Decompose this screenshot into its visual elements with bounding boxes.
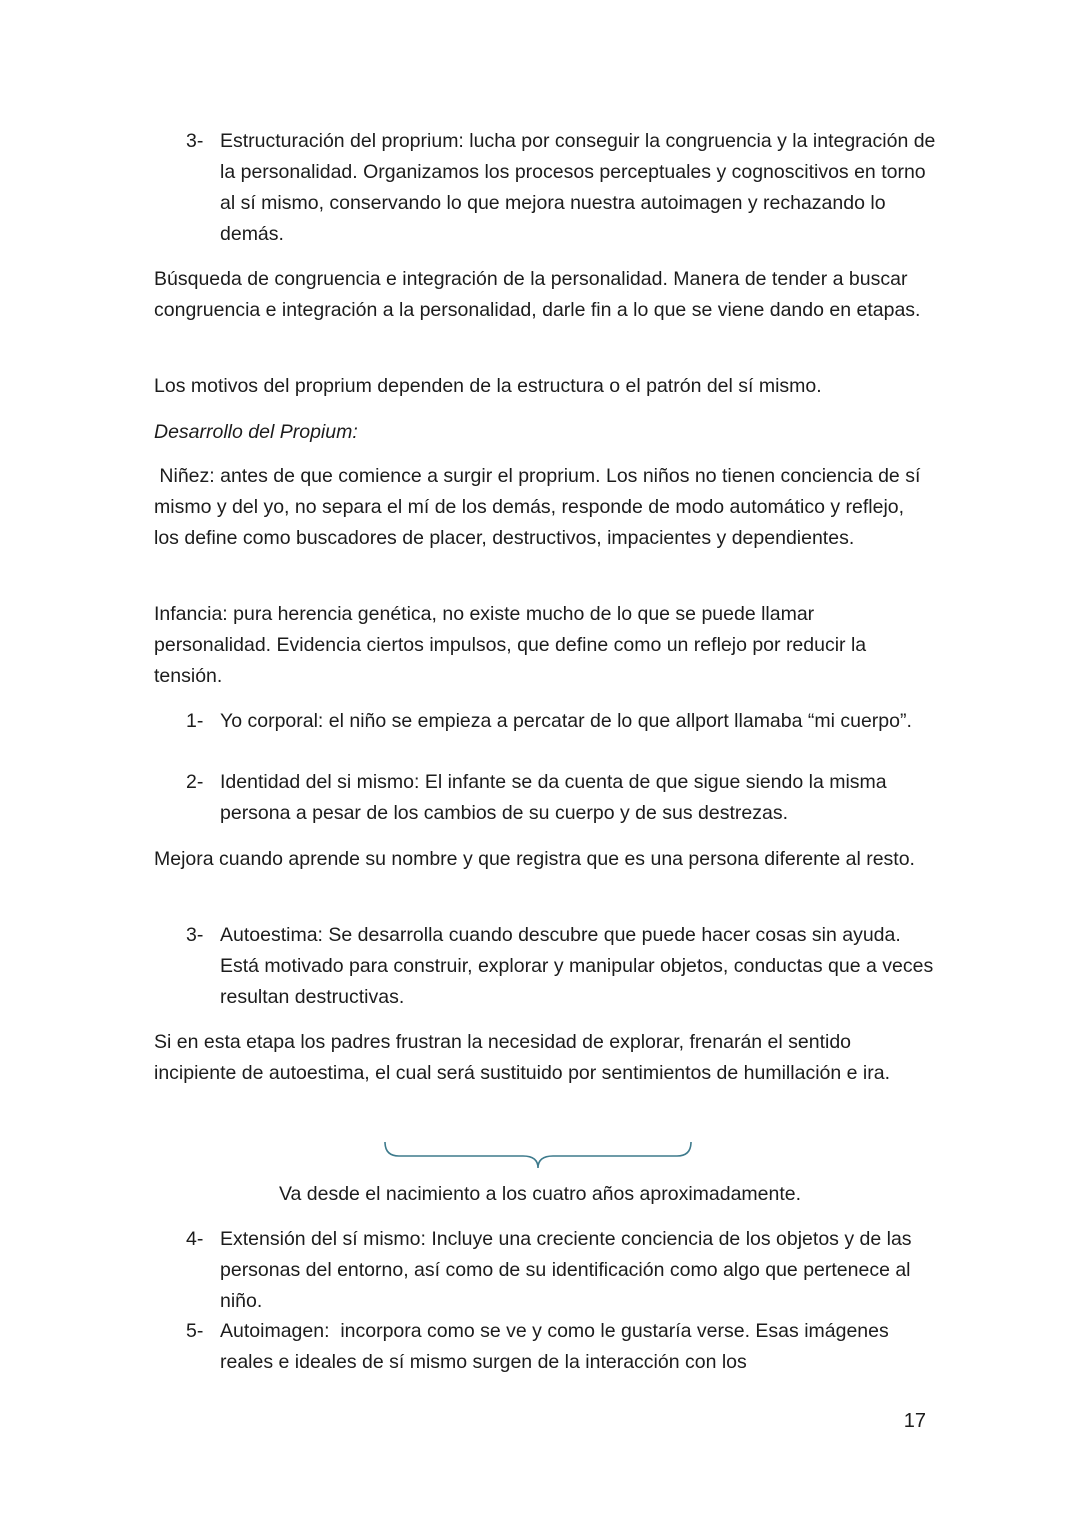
list-item-text: Autoestima: Se desarrolla cuando descubre que puede hacer cosas sin ayuda. Está motivado para construir, explorar y manipular objetos, conductas que a veces resultan destructivas.: [220, 924, 934, 1008]
paragraph-infancia: Infancia: pura herencia genética, no existe mucho de lo que se puede llamar personalidad. Evidencia ciertos impulsos, que define como un reflejo por reducir la tensión.: [154, 603, 867, 687]
list-number: 3-: [186, 130, 204, 152]
list-number: 3-: [186, 924, 204, 946]
list-number: 4-: [186, 1228, 204, 1250]
paragraph-motivos: Los motivos del proprium dependen de la estructura o el patrón del sí mismo.: [154, 375, 822, 397]
list-item-text: Identidad del si mismo: El infante se da cuenta de que sigue siendo la misma persona a pesar de los cambios de su cuerpo y de sus destrezas.: [220, 771, 887, 824]
paragraph-ninez: Niñez: antes de que comience a surgir el proprium. Los niños no tienen conciencia de sí mismo y del yo, no separa el mí de los demás, responde de modo automático y reflejo, los define como buscadores de placer, destructivos, impacientes y dependientes.: [154, 465, 926, 549]
list-item-extension: [186, 1224, 936, 1317]
list-item-autoimagen: [186, 1316, 936, 1378]
list-item-autoestima: [186, 920, 936, 1013]
brace-note: Va desde el nacimiento a los cuatro años aproximadamente.: [278, 1183, 802, 1205]
list-number: 2-: [186, 771, 204, 793]
curly-brace-icon: [383, 1140, 693, 1172]
list-item-text: Autoimagen: incorpora como se ve y como le gustaría verse. Esas imágenes reales e ideales de sí mismo surgen de la interacción con los: [220, 1320, 895, 1373]
section-subtitle: Desarrollo del Propium:: [154, 421, 358, 443]
paragraph-busqueda: Búsqueda de congruencia e integración de la personalidad. Manera de tender a buscar congruencia e integración a la personalidad, darle fin a lo que se viene dando en etapas.: [154, 268, 921, 321]
list-item-identidad: [186, 767, 936, 829]
list-item-yo-corporal: [186, 706, 936, 737]
list-item-text: Extensión del sí mismo: Incluye una creciente conciencia de los objetos y de las personas del entorno, así como de su identificación como algo que pertenece al niño.: [220, 1228, 912, 1312]
list-number: 5-: [186, 1320, 204, 1342]
list-item-text: Estructuración del proprium: lucha por conseguir la congruencia y la integración de la personalidad. Organizamos los procesos perceptuales y cognoscitivos en torno al sí mismo, conservando lo que mejora nuestra autoimagen y rechazando lo demás.: [220, 130, 936, 245]
page-number: 17: [903, 1410, 926, 1432]
paragraph-mejora: Mejora cuando aprende su nombre y que registra que es una persona diferente al resto.: [154, 848, 915, 870]
list-number: 1-: [186, 710, 204, 732]
paragraph-padres: Si en esta etapa los padres frustran la necesidad de explorar, frenarán el sentido incipiente de autoestima, el cual será sustituido por sentimientos de humillación e ira.: [154, 1031, 890, 1084]
list-item-text: Yo corporal: el niño se empieza a percatar de lo que allport llamaba “mi cuerpo”.: [220, 710, 912, 732]
list-item-estructuracion: [186, 126, 936, 250]
